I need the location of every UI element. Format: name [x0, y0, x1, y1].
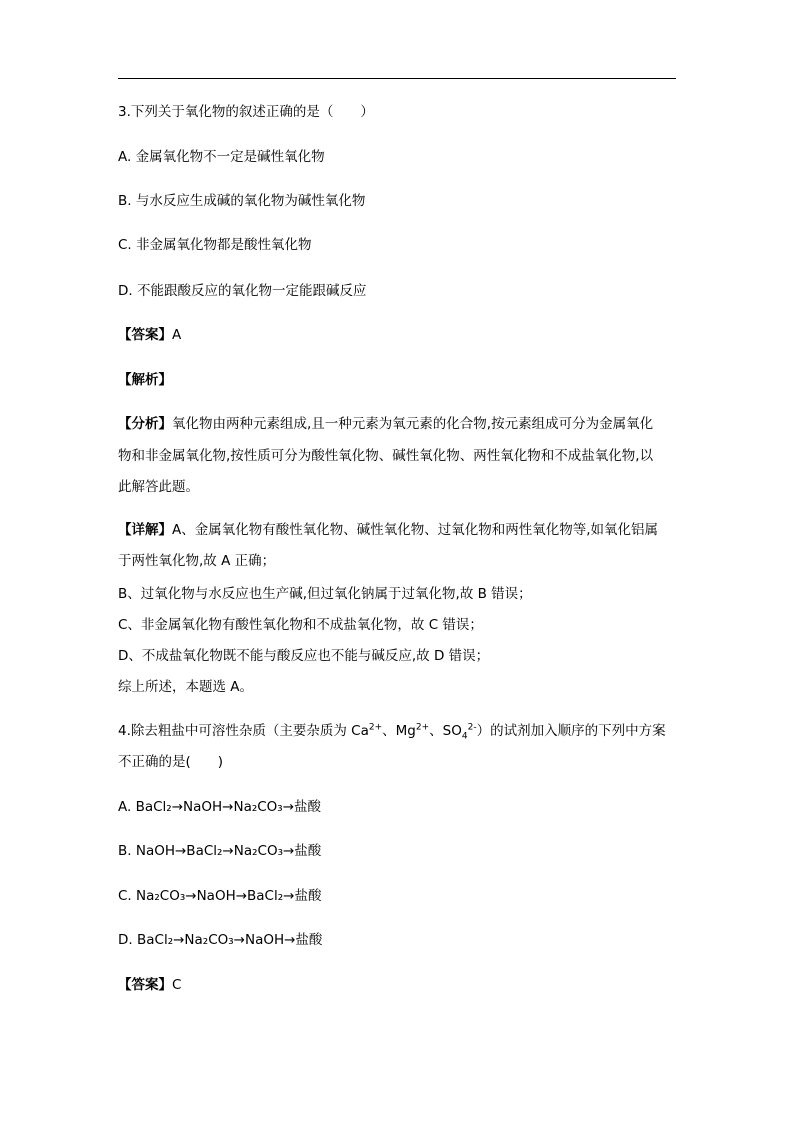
- q3-fenxi-line-1: [118, 414, 653, 434]
- q3-xiangjie-line-2: 于两性氧化物,故 A 正确；: [118, 553, 276, 569]
- q4-stem-part-2: ）的试剂加入顺序的下列中方案: [476, 723, 666, 739]
- q3-stem: 3.下列关于氧化物的叙述正确的是（ ）: [118, 104, 374, 120]
- q3-xiangjie-line-1: [118, 520, 658, 540]
- header-rule: [118, 78, 676, 79]
- q3-option-d: D. 不能跟酸反应的氧化物一定能跟碱反应: [118, 283, 367, 299]
- q3-xiangjie-line-5: D、不成盐氧化物既不能与酸反应也不能与碱反应,故 D 错误；: [118, 648, 490, 664]
- q3-xiangjie-line-3: B、过氧化物与水反应也生产碱,但过氧化钠属于过氧化物,故 B 错误；: [118, 586, 532, 602]
- q4-so-symbol: 、SO: [429, 723, 462, 739]
- q4-answer-value: C: [172, 977, 182, 993]
- q4-option-a: A. BaCl₂→NaOH→Na₂CO₃→盐酸: [118, 799, 322, 815]
- q4-so-charge: 2-: [467, 722, 477, 733]
- q3-fenxi-line-3: 此解答此题。: [118, 479, 199, 495]
- q4-stem-part-1: 4.除去粗盐中可溶性杂质（主要杂质为 Ca: [118, 723, 369, 739]
- q4-option-d: D. BaCl₂→Na₂CO₃→NaOH→盐酸: [118, 932, 323, 948]
- q3-xiangjie-text-1: A、金属氧化物有酸性氧化物、碱性氧化物、过氧化物和两性氧化物等,如氧化铝属: [172, 522, 659, 538]
- q4-ca-charge: 2+: [368, 722, 383, 733]
- q4-answer-label: 【答案】: [118, 977, 172, 993]
- q3-option-b: B. 与水反应生成碱的氧化物为碱性氧化物: [118, 193, 366, 209]
- q4-stem-line-1: [118, 721, 666, 741]
- q4-mg-charge: 2+: [415, 722, 430, 733]
- q3-fenxi-label: 【分析】: [118, 416, 172, 432]
- q3-option-c: C. 非金属氧化物都是酸性氧化物: [118, 237, 312, 253]
- q3-xiangjie-label: 【详解】: [118, 522, 172, 538]
- q4-option-b: B. NaOH→BaCl₂→Na₂CO₃→盐酸: [118, 843, 322, 859]
- q3-xiangjie-line-6: 综上所述，本题选 A。: [118, 679, 254, 695]
- q4-so-subscript: 4: [461, 731, 468, 742]
- q3-analysis-label: 【解析】: [118, 372, 172, 388]
- q3-answer-value: A: [172, 327, 182, 343]
- q4-stem-line-2: 不正确的是( ): [118, 754, 224, 770]
- q3-answer-label: 【答案】: [118, 327, 172, 343]
- q3-fenxi-text-1: 氧化物由两种元素组成,且一种元素为氧元素的化合物,按元素组成可分为金属氧化: [172, 416, 654, 432]
- q3-option-a: A. 金属氧化物不一定是碱性氧化物: [118, 149, 325, 165]
- q4-answer: [118, 975, 181, 995]
- q3-fenxi-line-2: 物和非金属氧化物,按性质可分为酸性氧化物、碱性氧化物、两性氧化物和不成盐氧化物,以: [118, 448, 654, 464]
- q4-option-c: C. Na₂CO₃→NaOH→BaCl₂→盐酸: [118, 888, 322, 904]
- q4-mg-symbol: 、Mg: [382, 723, 416, 739]
- q3-xiangjie-line-4: C、非金属氧化物有酸性氧化物和不成盐氧化物，故 C 错误；: [118, 617, 483, 633]
- q3-answer: [118, 325, 181, 345]
